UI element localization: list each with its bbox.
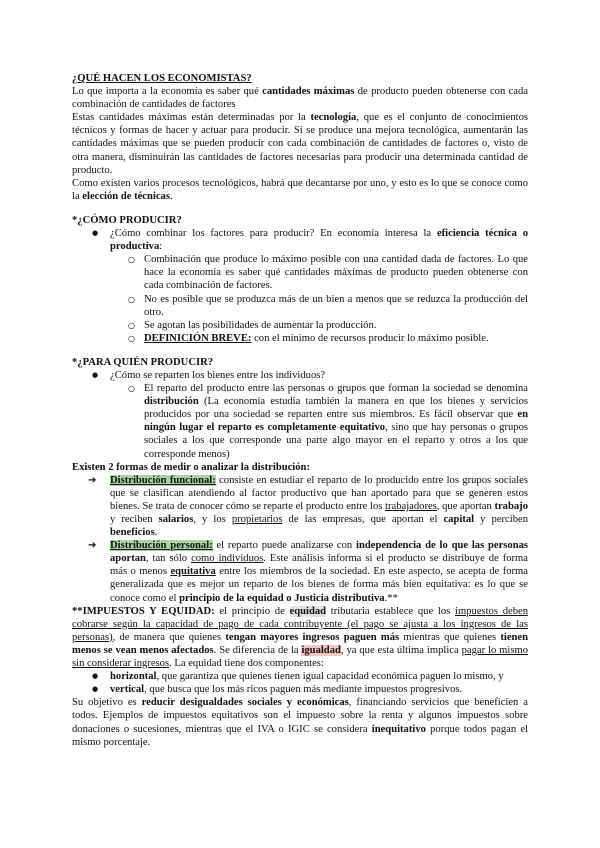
text-run: eficiencia técnica o productiva bbox=[110, 228, 528, 253]
text-run: : bbox=[159, 241, 163, 253]
text-run: el reparto puede analizarse con bbox=[212, 540, 357, 552]
text-run: y reciben bbox=[110, 514, 159, 525]
text-run: DEFINICIÓN BREVE: bbox=[144, 332, 252, 344]
text-run: en ningún lugar el reparto es completamente equitativo bbox=[144, 409, 528, 434]
intro-paragraph-2 bbox=[72, 111, 528, 176]
text-run: , financiando servicios que beneficien a todos. Ejemplos de impuestos equitativos son el impuesto sobre la renta y algunos impuestos sobre donaciones o sucesiones, mientras que el IVA o IGIC se considera bbox=[72, 697, 528, 735]
text-run: de producto pueden obtenerse con cada combinación de cantidades de factores bbox=[72, 86, 528, 111]
impuestos-paragraph-2 bbox=[72, 696, 528, 748]
text-run: tributaria establece que los bbox=[326, 605, 455, 617]
text-run: equidad bbox=[289, 605, 327, 617]
text-run: , que garantiza que quienes tienen igual capacidad económica paguen lo mismo, y bbox=[156, 671, 504, 683]
text-run: , que busca que los más ricos paguen más mediante impuestos progresivos. bbox=[144, 684, 463, 696]
text-run: tienen menos se vean menos afectados bbox=[72, 631, 529, 656]
text-run: Lo que importa a la economía es saber qué bbox=[72, 86, 263, 98]
components-list bbox=[72, 670, 528, 696]
text-run: , y los bbox=[193, 514, 232, 525]
text-run: reducir desigualdades sociales y económicas bbox=[141, 697, 349, 709]
text-run: cantidades máximas bbox=[262, 86, 355, 98]
text-run: Distribución personal: bbox=[110, 540, 213, 552]
text-run: No es posible que se produzca más de un bien a menos que se reduzca la producción del otro. bbox=[144, 293, 528, 318]
text-run: el principio de bbox=[214, 605, 290, 617]
text-run: , sino que hay personas o grupos sociales a los que corresponde una parte algo mayor en el reparto y otros a los que corresponde menos) bbox=[144, 422, 528, 460]
text-run: equitativa bbox=[170, 566, 216, 578]
text-run: ¿Cómo combinar los factores para producir? En economía interesa la bbox=[110, 228, 437, 240]
document-page bbox=[72, 72, 528, 749]
text-run: pagar lo mismo sin considerar ingresos bbox=[72, 644, 528, 670]
forms-heading: Existen 2 formas de medir o analizar la distribución: bbox=[72, 461, 310, 473]
text-run: Combinación que produce lo máximo posible con una cantidad dada de factores. Lo que hace la economía es saber qué cantidades máximas de producto pueden obtenerse con cada combinación de factores. bbox=[144, 254, 528, 292]
text-run: , que es el conjunto de conocimientos técnicos y formas de hacer y actuar para producir. Si se produce una mejora tecnológica, aumentarán las cantidades máximas que se pueden producir con cada combinación de cantidades de factores o, visto de otra manera, disminuirán las cantidades de factores necesarias para producir una determinada cantidad de producto. bbox=[72, 112, 528, 176]
text-run: ¿Cómo se reparten los bienes entre los individuos? bbox=[110, 369, 326, 381]
como-list bbox=[72, 227, 528, 345]
form-item-personal bbox=[72, 539, 528, 604]
text-run: igualdad bbox=[301, 644, 341, 656]
text-run: porque todos pagan el mismo porcentaje. bbox=[72, 723, 528, 748]
como-sub-item bbox=[72, 293, 528, 319]
text-run: propietarios bbox=[231, 514, 283, 525]
text-run: mientras que quienes bbox=[399, 631, 501, 643]
text-run: Como existen varios procesos tecnológicos, habrá que decantarse por uno, y esto es lo que se conoce como la bbox=[72, 177, 528, 202]
quien-sub-item bbox=[72, 382, 528, 461]
text-run: salarios bbox=[158, 514, 194, 525]
text-run: entre los miembros de la sociedad. En este aspecto, se acepta de forma generalizada que es mejor un reparto de los bienes de forma más bien equitativa: es lo que se conoce como el bbox=[110, 566, 529, 604]
text-run: con el mínimo de recursos producir lo máximo posible. bbox=[251, 332, 489, 344]
text-run: . bbox=[169, 190, 173, 202]
text-run: El reparto del producto entre las personas o grupos que forman la sociedad se denomina bbox=[144, 383, 528, 395]
text-run: . Se diferencia de la bbox=[213, 644, 302, 656]
text-run: Distribución funcional: bbox=[110, 474, 216, 486]
text-run: .** bbox=[384, 592, 398, 604]
text-run: trabajo bbox=[494, 500, 528, 512]
text-run: inequitativo bbox=[371, 723, 426, 735]
section-heading-como: *¿CÓMO PRODUCIR? bbox=[72, 214, 182, 226]
text-run: y perciben bbox=[474, 514, 528, 525]
text-run: , que aportan bbox=[436, 500, 495, 512]
section-heading-quien: *¿PARA QUIÉN PRODUCIR? bbox=[72, 356, 214, 368]
text-run: , ya que esta última implica bbox=[340, 644, 462, 656]
text-run: consiste en estudiar el reparto de lo producido entre los grupos sociales que se clasifican atendiendo al factor productivo que han aportado para que se generen estos bienes. Se trata de conocer cómo se reparte el producto entre los bbox=[110, 474, 528, 512]
text-run: tengan mayores ingresos paguen más bbox=[225, 631, 400, 643]
quien-bullet bbox=[72, 369, 528, 382]
text-run: . La equidad tiene dos componentes: bbox=[169, 658, 324, 670]
text-run: Su objetivo es bbox=[72, 697, 142, 709]
text-run: trabajadores bbox=[385, 500, 437, 512]
como-sub-item bbox=[72, 332, 528, 345]
page-title: ¿QUÉ HACEN LOS ECONOMISTAS? bbox=[72, 73, 252, 84]
text-run: , de manera que quienes bbox=[112, 631, 226, 643]
text-run: elección de técnicas bbox=[82, 190, 170, 202]
text-run: principio de la equidad o Justicia distributiva bbox=[179, 592, 385, 604]
component-item bbox=[72, 670, 528, 683]
text-run: beneficios bbox=[110, 527, 155, 539]
text-run: horizontal bbox=[110, 671, 157, 683]
como-sub-item bbox=[72, 319, 528, 332]
como-bullet bbox=[72, 227, 528, 253]
text-run: impuestos deben cobrarse según la capacidad de pago de cada contribuyente (el pago se ajusta a los ingresos de las personas) bbox=[72, 605, 528, 643]
text-run: independencia de lo que las personas aportan bbox=[110, 540, 529, 565]
forms-list bbox=[72, 474, 528, 605]
text-run: (La economía estudia también la manera en que los bienes y servicios producidos por una sociedad se reparten entre sus miembros. Es fácil observar que bbox=[144, 396, 528, 421]
text-run: Se agotan las posibilidades de aumentar la producción. bbox=[144, 319, 377, 331]
impuestos-paragraph bbox=[72, 605, 528, 670]
como-sub-item bbox=[72, 253, 528, 292]
text-run: de las empresas, que aportan el bbox=[282, 514, 444, 525]
text-run: como individuos bbox=[191, 553, 264, 565]
text-run: **IMPUESTOS Y EQUIDAD: bbox=[72, 605, 215, 617]
text-run: tecnología bbox=[310, 112, 357, 124]
text-run: capital bbox=[443, 514, 475, 525]
intro-paragraph-1 bbox=[72, 85, 528, 111]
intro-paragraph-3 bbox=[72, 177, 528, 203]
quien-list bbox=[72, 369, 528, 461]
component-item bbox=[72, 683, 528, 696]
text-run: vertical bbox=[110, 684, 145, 696]
form-item-funcional bbox=[72, 474, 528, 539]
text-run: . bbox=[154, 527, 158, 539]
text-run: distribución bbox=[144, 396, 199, 408]
text-run: Estas cantidades máximas están determinadas por la bbox=[72, 112, 311, 124]
text-run: , tan sólo bbox=[145, 553, 192, 565]
text-run: . Este análisis informa si el producto se distribuye de forma más o menos bbox=[110, 553, 528, 578]
